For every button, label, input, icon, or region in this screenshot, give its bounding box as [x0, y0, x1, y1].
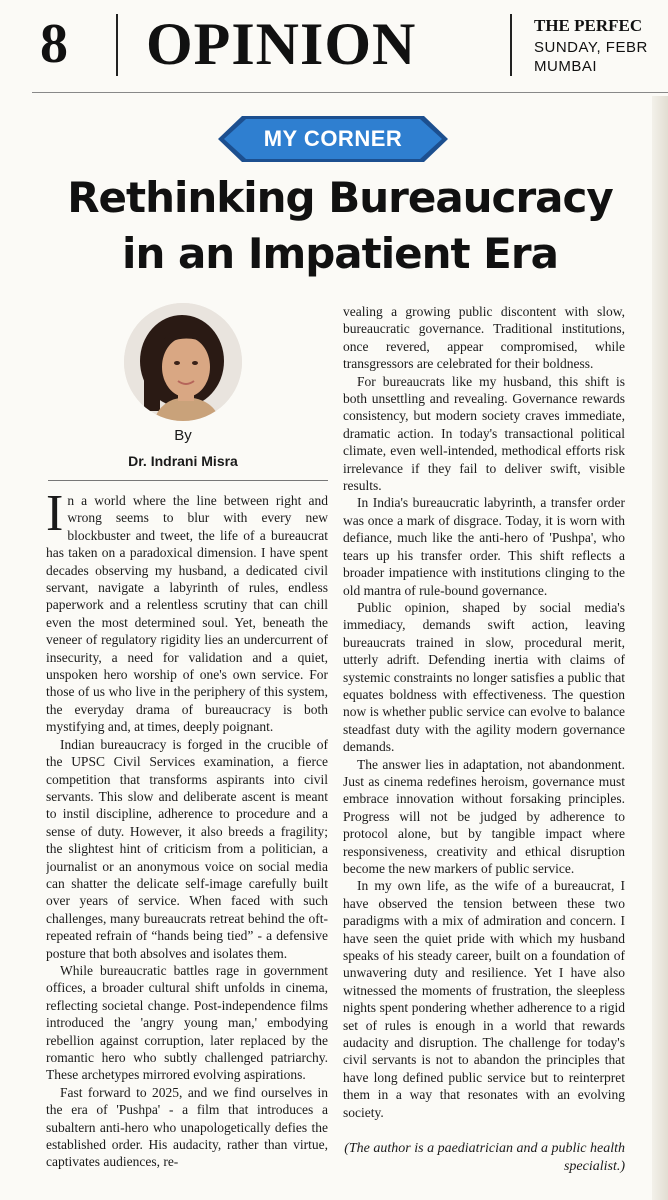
author-name: Dr. Indrani Misra — [128, 453, 238, 469]
edition-city: MUMBAI — [534, 58, 597, 75]
article-paragraph: In a world where the line between right and wrong seems to blur with every new blockbuster and tweet, the life of a bureaucrat has taken on a paradoxical dimension. I have spent decades observing my husband, a dedicated civil servant, navigate a labyrinth of rules, endless paperwork and a relentless scrutiny that can chill even the most determined soul. Yet, beneath the veneer of regulatory rigidity lies an undercurrent of insecurity, a need for validation and a quiet, unspoken hero worship of one's own service. For those of us who live in the periphery of this system, the everyday drama of bureaucracy is both mystifying and, at times, deeply poignant. — [46, 492, 328, 735]
article-column-1 — [46, 492, 328, 1200]
drop-cap: I — [46, 492, 64, 542]
page-edge-shadow — [652, 96, 668, 1200]
column-badge — [218, 116, 448, 162]
byline-prefix: By — [174, 427, 192, 444]
article-paragraph: In my own life, as the wife of a bureaucrat, I have observed the tension between these two paradigms with a mix of admiration and concern. I have seen the quiet pride with which my husband speaks of his steady career, built on a foundation of unwavering duty and resilience. Yet I have also witnessed the moments of frustration, the sleepless nights spent pondering whether adherence to a rigid set of rules is enough in a world that rewards audacity and disruption. The challenge for today's civil servants is not to abandon the principles that have long defined public service but to reinterpret them in a way that resonates with an evolving society. — [343, 878, 625, 1120]
badge-label: MY CORNER — [263, 126, 403, 151]
header-rule — [32, 92, 668, 93]
article-column-2 — [343, 303, 625, 1143]
author-photo — [124, 303, 242, 421]
issue-date: SUNDAY, FEBR — [534, 39, 648, 56]
publication-name: THE PERFEC — [534, 16, 643, 35]
page-header — [0, 0, 668, 98]
headline-line-2: in an Impatient Era — [122, 229, 558, 278]
article-paragraph: Fast forward to 2025, and we find ourselves in the era of 'Pushpa' - a film that introduces a subaltern anti-hero who unapologetically defies the established order. His audacity, rather than virtue, captivates audiences, re- — [46, 1084, 328, 1170]
page-number: 8 — [40, 13, 68, 75]
section-title: OPINION — [146, 11, 417, 77]
article-paragraph: Indian bureaucracy is forged in the crucible of the UPSC Civil Services examination, a fierce competition that transforms aspirants into civil servants. This slow and deliberate ascent is meant to instil discipline, adherence to procedure and a sense of duty. However, it also breeds a fragility; the slightest hint of criticism from a politician, a journalist or an anonymous voice on social media can shatter the delicate self-image carefully built over years of service. When faced with such challenges, many bureaucrats retreat behind the oft-repeated refrain of “hands being tied” - a defensive posture that both absolves and isolates them. — [46, 736, 328, 961]
article-paragraph: vealing a growing public discontent with slow, bureaucratic governance. Traditional institutions, once revered, appear compromised, while transgressors are celebrated for their boldness. — [343, 304, 625, 372]
header-divider — [510, 14, 512, 76]
headline — [40, 170, 640, 282]
author-portrait-image — [124, 303, 242, 421]
article-paragraph: While bureaucratic battles rage in government offices, a broader cultural shift unfolds in cinema, reflecting societal change. Post-independence films introduced the 'angry young man,' embodying rebellion against corruption, later replaced by the romantic hero who subtly challenged patriarchy. These archetypes mirrored evolving aspirations. — [46, 962, 328, 1083]
article-paragraph: Public opinion, shaped by social media's immediacy, demands swift action, leaving bureaucrats trained in slow, procedural merit, utterly adrift. Defending inertia with claims of systemic constraints no longer satisfies a public that equates boldness with effectiveness. The question now is whether public service can evolve to balance steadfast duty with the agility modern governance demands. — [343, 599, 625, 755]
header-divider — [116, 14, 118, 76]
byline-rule — [48, 480, 328, 481]
author-note: (The author is a paediatrician and a public health specialist.) — [344, 1141, 625, 1174]
article-paragraph: For bureaucrats like my husband, this shift is both unsettling and revealing. Governance rewards consistency, but modern society craves immediate, dramatic action. In today's transactional political climate, even well-intended, methodical efforts risk irrelevance if they fail to deliver swift, visible results. — [343, 373, 625, 494]
article-paragraph: In India's bureaucratic labyrinth, a transfer order was once a mark of disgrace. Today, it is worn with defiance, much like the anti-hero of 'Pushpa', who tears up his transfer order. This shift reflects a broader impatience with institutions clinging to the old mantra of rule-bound governance. — [343, 495, 625, 598]
headline-line-1: Rethinking Bureaucracy — [67, 173, 613, 222]
article-paragraph: The answer lies in adaptation, not abandonment. Just as cinema redefines heroism, governance must embrace innovation without forsaking principles. Progress will not be judged by adherence to protocol alone, but by tangible impact where responsiveness, creativity and ethical disruption become the new markers of public service. — [343, 756, 625, 876]
